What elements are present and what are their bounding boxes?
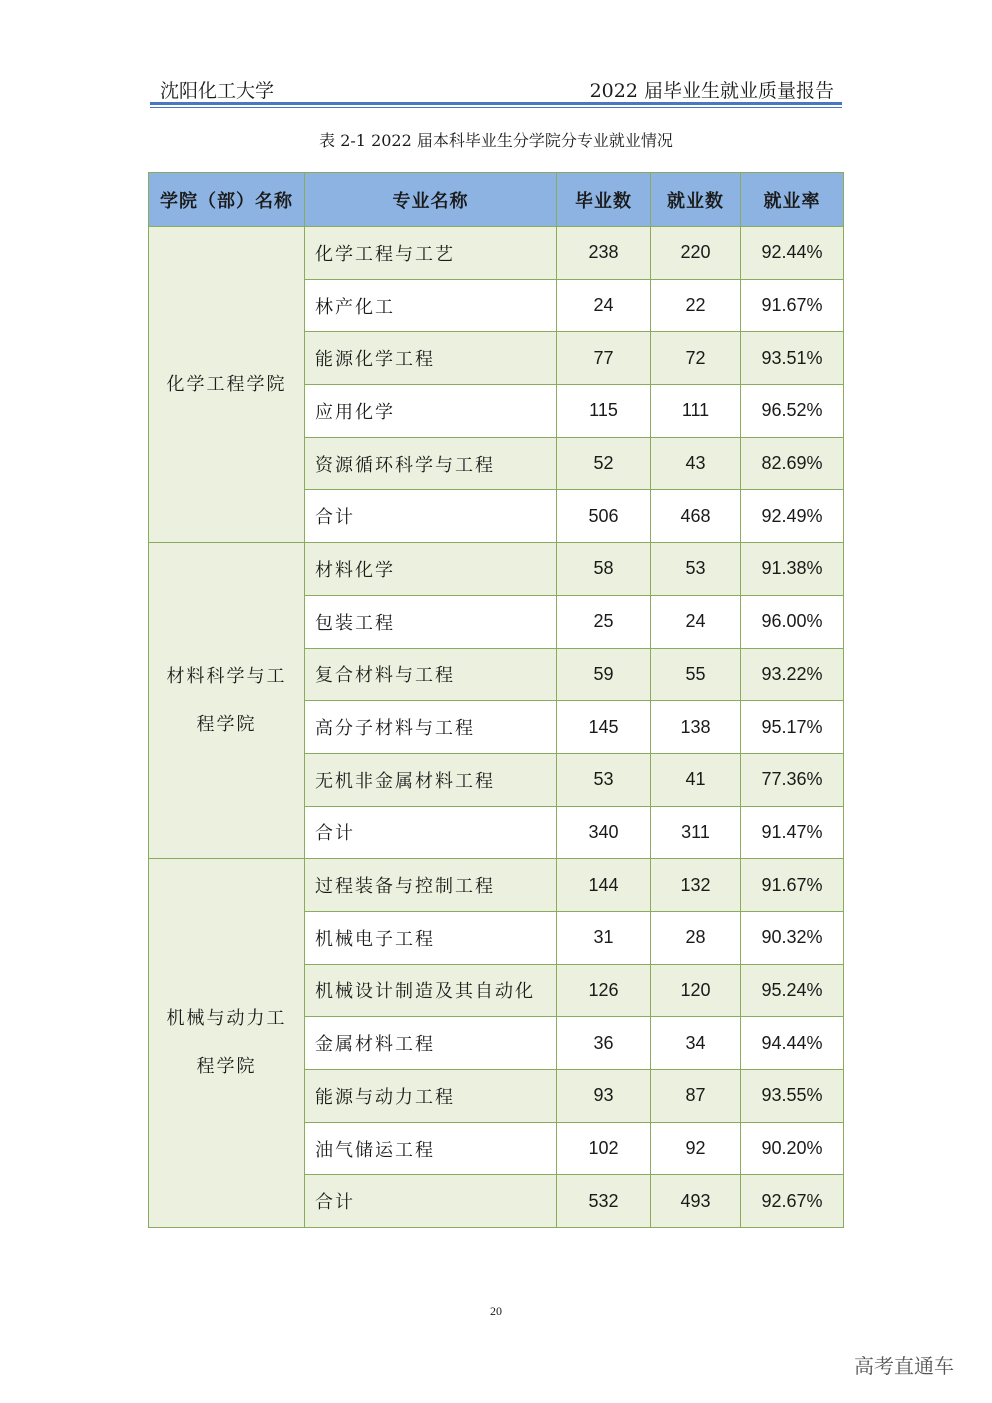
major-cell: 能源化学工程	[305, 332, 557, 385]
rate-cell: 95.17%	[741, 701, 844, 754]
header-university: 沈阳化工大学	[160, 80, 275, 102]
graduates-cell: 506	[557, 490, 651, 543]
graduates-cell: 102	[557, 1122, 651, 1175]
rate-cell: 91.67%	[741, 279, 844, 332]
graduates-cell: 58	[557, 543, 651, 596]
employment-table	[148, 172, 844, 1228]
graduates-cell: 25	[557, 595, 651, 648]
major-cell: 材料化学	[305, 543, 557, 596]
table-row	[149, 543, 844, 596]
employed-cell: 24	[651, 595, 741, 648]
employed-cell: 28	[651, 911, 741, 964]
major-cell: 包装工程	[305, 595, 557, 648]
employed-cell: 72	[651, 332, 741, 385]
college-name-cell: 机械与动力工程学院	[149, 859, 305, 1228]
employed-cell: 220	[651, 227, 741, 280]
college-name-cell: 材料科学与工程学院	[149, 543, 305, 859]
rate-cell: 93.55%	[741, 1070, 844, 1123]
header-report-title: 2022 届毕业生就业质量报告	[589, 80, 834, 102]
major-cell: 金属材料工程	[305, 1017, 557, 1070]
major-cell: 能源与动力工程	[305, 1070, 557, 1123]
col-header-rate: 就业率	[741, 173, 844, 227]
major-cell: 资源循环科学与工程	[305, 437, 557, 490]
employed-cell: 43	[651, 437, 741, 490]
watermark: 高考直通车	[854, 1354, 954, 1378]
table-row	[149, 859, 844, 912]
graduates-cell: 126	[557, 964, 651, 1017]
header-rule-thin	[150, 107, 842, 108]
col-header-graduates: 毕业数	[557, 173, 651, 227]
header-rule-thick	[150, 102, 842, 105]
col-header-employed: 就业数	[651, 173, 741, 227]
graduates-cell: 24	[557, 279, 651, 332]
rate-cell: 93.22%	[741, 648, 844, 701]
graduates-cell: 340	[557, 806, 651, 859]
rate-cell: 92.44%	[741, 227, 844, 280]
employed-cell: 132	[651, 859, 741, 912]
employed-cell: 53	[651, 543, 741, 596]
rate-cell: 91.67%	[741, 859, 844, 912]
rate-cell: 91.47%	[741, 806, 844, 859]
employed-cell: 92	[651, 1122, 741, 1175]
graduates-cell: 238	[557, 227, 651, 280]
table-body	[149, 227, 844, 1228]
rate-cell: 91.38%	[741, 543, 844, 596]
major-cell: 林产化工	[305, 279, 557, 332]
major-cell: 过程装备与控制工程	[305, 859, 557, 912]
graduates-cell: 53	[557, 753, 651, 806]
major-cell: 无机非金属材料工程	[305, 753, 557, 806]
rate-cell: 92.49%	[741, 490, 844, 543]
employed-cell: 120	[651, 964, 741, 1017]
employed-cell: 493	[651, 1175, 741, 1228]
major-cell: 油气储运工程	[305, 1122, 557, 1175]
major-cell: 合计	[305, 1175, 557, 1228]
employed-cell: 111	[651, 385, 741, 438]
rate-cell: 93.51%	[741, 332, 844, 385]
rate-cell: 96.00%	[741, 595, 844, 648]
col-header-major: 专业名称	[305, 173, 557, 227]
graduates-cell: 52	[557, 437, 651, 490]
employed-cell: 311	[651, 806, 741, 859]
major-cell: 机械设计制造及其自动化	[305, 964, 557, 1017]
rate-cell: 94.44%	[741, 1017, 844, 1070]
table-row	[149, 227, 844, 280]
graduates-cell: 145	[557, 701, 651, 754]
major-cell: 高分子材料与工程	[305, 701, 557, 754]
graduates-cell: 31	[557, 911, 651, 964]
major-cell: 机械电子工程	[305, 911, 557, 964]
graduates-cell: 77	[557, 332, 651, 385]
rate-cell: 90.32%	[741, 911, 844, 964]
graduates-cell: 144	[557, 859, 651, 912]
major-cell: 化学工程与工艺	[305, 227, 557, 280]
rate-cell: 95.24%	[741, 964, 844, 1017]
major-cell: 合计	[305, 490, 557, 543]
major-cell: 应用化学	[305, 385, 557, 438]
rate-cell: 92.67%	[741, 1175, 844, 1228]
college-name-cell: 化学工程学院	[149, 227, 305, 543]
graduates-cell: 115	[557, 385, 651, 438]
employed-cell: 87	[651, 1070, 741, 1123]
employed-cell: 41	[651, 753, 741, 806]
employed-cell: 468	[651, 490, 741, 543]
table-caption: 表 2-1 2022 届本科毕业生分学院分专业就业情况	[319, 131, 673, 150]
graduates-cell: 532	[557, 1175, 651, 1228]
employed-cell: 22	[651, 279, 741, 332]
rate-cell: 82.69%	[741, 437, 844, 490]
major-cell: 复合材料与工程	[305, 648, 557, 701]
rate-cell: 77.36%	[741, 753, 844, 806]
graduates-cell: 36	[557, 1017, 651, 1070]
graduates-cell: 59	[557, 648, 651, 701]
table-header-row	[149, 173, 844, 227]
rate-cell: 90.20%	[741, 1122, 844, 1175]
graduates-cell: 93	[557, 1070, 651, 1123]
employed-cell: 34	[651, 1017, 741, 1070]
employed-cell: 55	[651, 648, 741, 701]
page-header	[150, 72, 842, 102]
col-header-college: 学院（部）名称	[149, 173, 305, 227]
page-number: 20	[490, 1304, 502, 1318]
employed-cell: 138	[651, 701, 741, 754]
rate-cell: 96.52%	[741, 385, 844, 438]
major-cell: 合计	[305, 806, 557, 859]
